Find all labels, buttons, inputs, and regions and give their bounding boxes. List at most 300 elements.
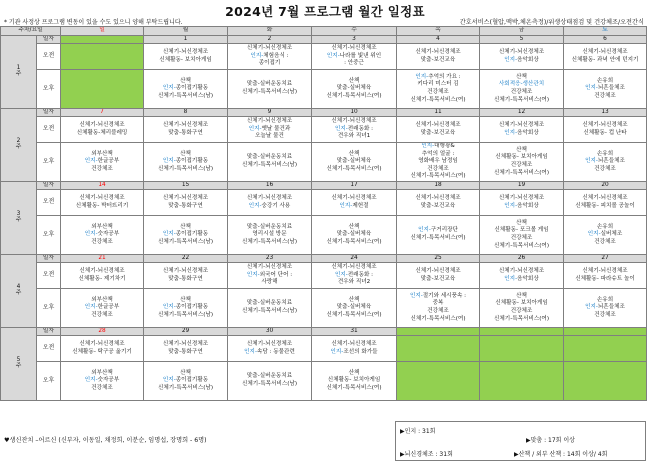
program-cell-fri-am: [480, 117, 564, 143]
program-text: 맞춤-실버운동치료: [246, 154, 293, 161]
program-text: 한글공부: [97, 304, 120, 311]
program-text: 산책: [180, 369, 191, 376]
program-text: 건강체조: [594, 238, 616, 245]
am-row: [1, 44, 647, 70]
program-cell-sun-pm: [61, 70, 144, 109]
program-line: [481, 276, 562, 284]
program-line: [565, 93, 645, 101]
cognitive-prefix: 인지-: [162, 377, 176, 384]
program-text: 신체기-뇌신경체조: [246, 45, 293, 52]
cognitive-prefix: 인지-: [162, 231, 176, 238]
program-line: [229, 162, 310, 170]
program-line: [481, 300, 562, 308]
program-text: 신체활동- 포크볼 게임: [494, 227, 549, 234]
program-line: [145, 85, 226, 93]
program-line: [313, 239, 395, 247]
program-line: [398, 130, 478, 138]
date-tue: 30: [228, 328, 312, 336]
program-text: 외국어 단어 :: [259, 271, 293, 278]
program-line: [313, 385, 395, 393]
program-text: 신체기-뇌신경체조: [498, 121, 545, 128]
program-line: [145, 268, 226, 276]
pm-label: 오후: [37, 289, 61, 328]
cognitive-prefix: 인지-: [409, 292, 423, 299]
program-text: 견우와 직녀2: [337, 279, 371, 286]
program-cell-mon-am: [144, 263, 228, 289]
cognitive-prefix: 인지-: [162, 85, 176, 92]
program-cell-thu-pm: [397, 289, 480, 328]
program-text: 음악회상: [517, 56, 539, 63]
program-cell-tue-am: [228, 190, 312, 216]
program-line: [565, 203, 645, 211]
program-line: [62, 385, 142, 393]
program-cell-fri-pm: [480, 362, 564, 401]
program-cell-sat-pm: [564, 216, 647, 255]
summary-walk-count: ▶산책 / 외부 산책 : 14회 이상/ 4회: [514, 451, 608, 458]
program-line: [313, 304, 395, 312]
program-line: [145, 231, 226, 239]
program-text: 전래동화 :: [347, 271, 374, 278]
program-text: 맞춤-통화구연: [168, 129, 203, 136]
date-fri: 12: [480, 109, 564, 117]
cognitive-prefix: 인지-: [585, 85, 598, 92]
date-wed: 17: [312, 182, 397, 190]
program-text: 음악회상: [517, 129, 539, 136]
cognitive-prefix: 인지-: [162, 304, 176, 311]
program-cell-mon-pm: [144, 143, 228, 182]
program-cell-fri-pm: [480, 289, 564, 328]
date-row: [1, 328, 647, 336]
program-text: 뇌흔들체조: [597, 85, 625, 92]
program-line: [62, 268, 142, 276]
program-line: [398, 173, 478, 181]
program-text: 맞춤-실버운동치료: [246, 373, 293, 380]
program-text: 신체기-뇌신경체조: [246, 118, 293, 125]
date-fri: 5: [480, 36, 564, 44]
program-line: [145, 166, 226, 174]
program-cell-sat-am: [564, 263, 647, 289]
program-text: 신체기-특목서비스(남): [158, 165, 214, 172]
program-line: [229, 381, 310, 389]
program-line: [481, 195, 562, 203]
date-row: [1, 36, 647, 44]
program-line: [481, 81, 562, 89]
program-text: 신체기-뇌신경체조: [162, 267, 209, 274]
program-text: 건강체조: [91, 311, 113, 318]
program-cell-mon-am: [144, 190, 228, 216]
program-text: 종이접기활동: [175, 304, 209, 311]
program-text: 숭강기 사용: [261, 202, 291, 209]
program-text: 대행광&: [434, 143, 455, 150]
program-text: 사회적응-생산관치: [498, 81, 545, 88]
program-line: [229, 60, 310, 68]
program-text: 맞춤-통화구연: [168, 202, 203, 209]
date-mon: 1: [144, 36, 228, 44]
program-text: 추억의 가요 :: [428, 73, 461, 80]
pm-label: 오후: [37, 70, 61, 109]
program-text: 건강체조: [594, 311, 616, 318]
program-line: [313, 279, 395, 287]
am-label: 오전: [37, 44, 61, 70]
program-line: [565, 268, 645, 276]
program-text: 손유희: [596, 223, 614, 230]
date-fri: 26: [480, 255, 564, 263]
program-text: 신체기-뇌신경체조: [162, 48, 209, 55]
birthday-party-note: ♥생신잔치 –어르신 (신부자, 이동일, 채정희, 이분순, 임명섭, 장명희 - 6명): [4, 437, 207, 444]
cognitive-prefix: 인지-: [421, 143, 435, 150]
program-text: 건강체조: [510, 89, 533, 95]
program-text: 신체활동-체리블레밍: [76, 129, 128, 136]
program-cell-sat-am: [564, 117, 647, 143]
date-tue: 16: [228, 182, 312, 190]
program-line: [145, 377, 226, 385]
program-text: 오늘날 물건: [255, 133, 284, 140]
header-tuesday: 화: [228, 27, 312, 36]
program-text: 신체기-뇌신경체조: [246, 194, 293, 201]
program-text: 신체활동- 피치볼 공놀이: [575, 202, 635, 209]
program-text: 한글공부: [97, 158, 120, 165]
cognitive-prefix: 인지-: [418, 227, 431, 234]
header-wednesday: 수: [312, 27, 397, 36]
header-friday: 금: [480, 27, 564, 36]
program-line: [62, 122, 142, 130]
program-text: 신체기-뇌신경체조: [498, 194, 545, 201]
page-title: 2024년 7월 프로그램 월간 일정표: [225, 4, 425, 19]
cognitive-prefix: 인지-: [250, 52, 264, 59]
program-text: 외부산책: [91, 369, 113, 376]
program-text: 신체기-특목서비스(남): [242, 162, 298, 168]
program-cell-mon-pm: [144, 70, 228, 109]
program-line: [229, 195, 310, 203]
program-line: [145, 349, 226, 357]
program-text: 신체기-뇌신경체조: [79, 267, 125, 274]
cognitive-prefix: 인지-: [504, 275, 518, 282]
program-text: 속담 : 동물관련: [256, 348, 295, 355]
program-cell-mon-am: [144, 117, 228, 143]
program-text: 산책: [180, 223, 191, 230]
program-text: 건강체조: [594, 92, 616, 99]
program-text: 맞춤-실버체육: [336, 158, 372, 165]
program-text: 신체기-뇌신경체조: [331, 45, 377, 52]
program-cell-sat-pm: [564, 70, 647, 109]
program-text: 신체활동- 보치아게임: [495, 300, 548, 307]
program-text: 사랑해: [261, 279, 278, 286]
am-row: [1, 263, 647, 289]
program-text: 신체기-뇌신경체조: [331, 340, 377, 347]
program-line: [229, 349, 310, 357]
program-line: [62, 349, 142, 357]
program-text: 신체기-특목서비스(남): [158, 238, 214, 245]
program-text: 건강체조: [91, 384, 113, 391]
program-cell-sat-am: [564, 190, 647, 216]
program-text: 신체기-뇌신경체조: [162, 340, 209, 347]
program-text: 신체기-뇌신경체조: [79, 194, 125, 201]
program-text: 나라를 빛낸 위인: [339, 52, 382, 59]
program-line: [398, 122, 478, 130]
program-text: 신체기-특목서비스(여): [326, 238, 382, 245]
program-cell-wed-pm: [312, 362, 397, 401]
am-row: [1, 117, 647, 143]
program-line: [313, 195, 395, 203]
program-line: [62, 195, 142, 203]
program-cell-tue-am: [228, 263, 312, 289]
program-text: 손유희: [596, 296, 614, 303]
program-cell-sat-am: [564, 44, 647, 70]
date-wed: 3: [312, 36, 397, 44]
program-line: [481, 89, 562, 97]
program-line: [565, 158, 645, 166]
program-cell-wed-pm: [312, 143, 397, 182]
date-fri: [480, 328, 564, 336]
program-cell-thu-am: [397, 336, 480, 362]
program-line: [398, 195, 478, 203]
program-text: 조선의 화가들: [343, 348, 378, 355]
program-text: 신체기-뇌신경체조: [582, 121, 628, 128]
program-text: 숫자공부: [97, 377, 120, 384]
monthly-schedule-table: [0, 26, 647, 401]
pm-label: 오후: [37, 143, 61, 182]
date-sat: 6: [564, 36, 647, 44]
pm-row: [1, 216, 647, 255]
program-line: [145, 276, 226, 284]
program-line: [481, 235, 562, 243]
program-cell-mon-pm: [144, 362, 228, 401]
program-line: [313, 231, 395, 239]
program-text: 산책: [516, 146, 527, 153]
program-text: 신체기-특목서비스(남): [158, 311, 214, 318]
program-text: 맞춤-보건교육: [420, 129, 456, 136]
program-text: 맞춤-실버체육: [336, 304, 372, 311]
program-cell-sun-pm: [61, 362, 144, 401]
program-text: 신체기-뇌신경체조: [331, 118, 377, 125]
date-label: 일자: [37, 182, 61, 190]
cognitive-prefix: 인지-: [248, 202, 262, 209]
program-line: [62, 312, 142, 320]
program-text: 신체기-특목서비스(남): [242, 238, 298, 245]
program-text: 산책: [348, 223, 360, 230]
am-label: 오전: [37, 263, 61, 289]
date-label: 일자: [37, 255, 61, 263]
program-text: 신체기-특목서비스(여): [326, 165, 382, 172]
program-text: 신체기-뇌신경체조: [415, 48, 461, 55]
program-cell-sun-am: [61, 44, 144, 70]
program-text: 신체기-특목서비스(여): [410, 96, 466, 103]
program-cell-fri-am: [480, 190, 564, 216]
program-text: 신체기-특목서비스(여): [326, 384, 382, 391]
program-text: 체험음식 :: [263, 52, 289, 59]
program-line: [145, 130, 226, 138]
program-text: 산책: [516, 292, 527, 299]
summary-brain-exercise-count: ▶뇌신경체조 : 31회: [400, 451, 453, 458]
program-line: [313, 166, 395, 174]
program-text: 맞춤-실버체육: [336, 85, 372, 92]
date-fri: 19: [480, 182, 564, 190]
date-thu: [397, 328, 480, 336]
program-text: 산책: [180, 150, 191, 157]
footer: [0, 421, 646, 461]
program-text: 신체활동- 보치아게임: [159, 56, 212, 63]
program-text: 신체기-뇌신경체조: [582, 194, 628, 201]
program-cell-fri-am: [480, 336, 564, 362]
program-line: [481, 243, 562, 251]
program-text: 뇌흔들체조: [597, 158, 625, 165]
program-text: 종이접기활동: [175, 231, 209, 238]
program-line: [398, 308, 478, 316]
program-cell-fri-pm: [480, 143, 564, 182]
date-mon: 8: [144, 109, 228, 117]
program-cell-mon-am: [144, 336, 228, 362]
program-line: [62, 166, 142, 174]
program-text: 신체기-특목서비스(여): [410, 315, 466, 322]
program-text: 산책: [348, 369, 360, 376]
date-sun: 14: [61, 182, 144, 190]
program-line: [565, 166, 645, 174]
date-wed: 10: [312, 109, 397, 117]
program-cell-wed-pm: [312, 289, 397, 328]
date-sat: 20: [564, 182, 647, 190]
program-line: [481, 316, 562, 324]
program-text: 신체기-특목서비스(여): [410, 173, 466, 180]
am-label: 오전: [37, 117, 61, 143]
program-line: [229, 308, 310, 316]
cognitive-prefix: 인지-: [585, 158, 598, 165]
program-line: [565, 239, 645, 247]
program-line: [313, 158, 395, 166]
program-line: [398, 89, 478, 97]
program-text: 건강체조: [427, 165, 449, 172]
program-line: [398, 316, 478, 324]
program-cell-sat-pm: [564, 362, 647, 401]
program-cell-fri-pm: [480, 216, 564, 255]
program-cell-wed-am: [312, 190, 397, 216]
program-text: 구거리장단: [430, 227, 458, 234]
program-line: [313, 312, 395, 320]
program-cell-sat-pm: [564, 289, 647, 328]
header-monday: 월: [144, 27, 228, 36]
week-label: 4 주: [1, 255, 37, 328]
cognitive-prefix: 인지-: [330, 348, 344, 355]
cognitive-prefix: 인지-: [162, 158, 176, 165]
date-label: 일자: [37, 36, 61, 44]
cognitive-prefix: 인지-: [84, 377, 98, 384]
date-thu: 4: [397, 36, 480, 44]
program-cell-mon-pm: [144, 289, 228, 328]
summary-custom-count: ▶맞춤 : 17회 이상: [526, 437, 575, 444]
program-line: [481, 57, 562, 65]
program-text: 신체기-특목서비스(남): [158, 92, 214, 99]
program-line: [313, 85, 395, 93]
program-line: [398, 300, 478, 308]
header-saturday: 토: [564, 27, 647, 36]
program-cell-tue-pm: [228, 70, 312, 109]
program-text: 신체기-뇌신경체조: [331, 194, 377, 201]
program-line: [145, 93, 226, 101]
program-line: [481, 97, 562, 105]
program-text: 종이접기: [258, 60, 281, 67]
program-text: 신체기-특목서비스(남): [242, 89, 298, 95]
program-text: 영화배우 남정임: [418, 158, 458, 165]
program-text: 전래동화 :: [347, 125, 374, 132]
program-text: 신체기-뇌신경체조: [415, 121, 461, 128]
program-line: [229, 118, 310, 126]
program-cell-wed-am: [312, 336, 397, 362]
cognitive-prefix: 인지-: [248, 125, 262, 132]
program-text: 신체기-뇌신경체조: [582, 48, 628, 55]
program-line: [145, 57, 226, 65]
program-text: 맞춤-실버체육: [336, 231, 372, 238]
program-line: [313, 377, 395, 385]
program-line: [481, 130, 562, 138]
program-text: 건강체조: [427, 308, 449, 314]
program-count-summary: [395, 421, 646, 461]
program-text: 맞춤-보건교육: [420, 56, 456, 63]
program-text: 신체활동- 보치아게임: [495, 154, 548, 161]
program-cell-wed-pm: [312, 70, 397, 109]
program-line: [565, 231, 645, 239]
program-cell-mon-pm: [144, 216, 228, 255]
program-text: 종이접기활동: [175, 158, 209, 165]
header-thursday: 목: [397, 27, 480, 36]
program-text: 신체활동- 과녁 안에 던지기: [571, 56, 639, 63]
program-cell-sun-am: [61, 117, 144, 143]
program-text: 신체기-뇌신경체조: [498, 267, 545, 274]
cognitive-prefix: 인지-: [334, 125, 348, 132]
program-cell-thu-pm: [397, 362, 480, 401]
cognitive-prefix: 인지-: [84, 304, 98, 311]
program-line: [313, 60, 395, 68]
program-text: 건강체조: [91, 238, 113, 245]
program-line: [313, 264, 395, 272]
program-text: 건강체조: [510, 308, 533, 314]
program-text: 건강체조: [594, 165, 616, 172]
program-cell-mon-am: [144, 44, 228, 70]
program-cell-sun-am: [61, 263, 144, 289]
program-line: [481, 122, 562, 130]
date-wed: 24: [312, 255, 397, 263]
program-line: [145, 158, 226, 166]
program-cell-fri-am: [480, 44, 564, 70]
program-line: [145, 122, 226, 130]
date-sat: 13: [564, 109, 647, 117]
program-cell-tue-am: [228, 117, 312, 143]
program-line: [398, 227, 478, 235]
program-cell-sun-am: [61, 336, 144, 362]
program-text: 신체활동- 탁구공 옮기기: [72, 348, 132, 355]
program-line: [145, 49, 226, 57]
program-line: [313, 133, 395, 141]
program-cell-thu-pm: [397, 143, 480, 182]
cognitive-prefix: 인지-: [504, 56, 518, 63]
cognitive-prefix: 인지-: [84, 158, 98, 165]
program-text: 신체활동- 파라슈트 놀이: [575, 275, 635, 282]
program-line: [229, 133, 310, 141]
program-line: [398, 235, 478, 243]
program-text: 맞춤-실버운동치료: [246, 81, 293, 88]
program-cell-tue-pm: [228, 362, 312, 401]
program-line: [481, 49, 562, 57]
program-text: 외부산책: [91, 296, 113, 303]
date-wed: 31: [312, 328, 397, 336]
program-line: [398, 203, 478, 211]
program-text: 견우와 직녀1: [337, 133, 371, 140]
program-text: 산책: [348, 150, 360, 157]
program-text: 신체활동- 보치아게임: [327, 377, 381, 384]
program-cell-thu-am: [397, 190, 480, 216]
program-text: 키다리 미스터 김: [417, 81, 459, 88]
program-line: [565, 122, 645, 130]
cognitive-prefix: 인지-: [246, 271, 260, 278]
daily-services-note: 간호서비스(혈압,맥박,체온측정)/위생상태점검 및 건강체조/오전간식: [459, 19, 644, 26]
